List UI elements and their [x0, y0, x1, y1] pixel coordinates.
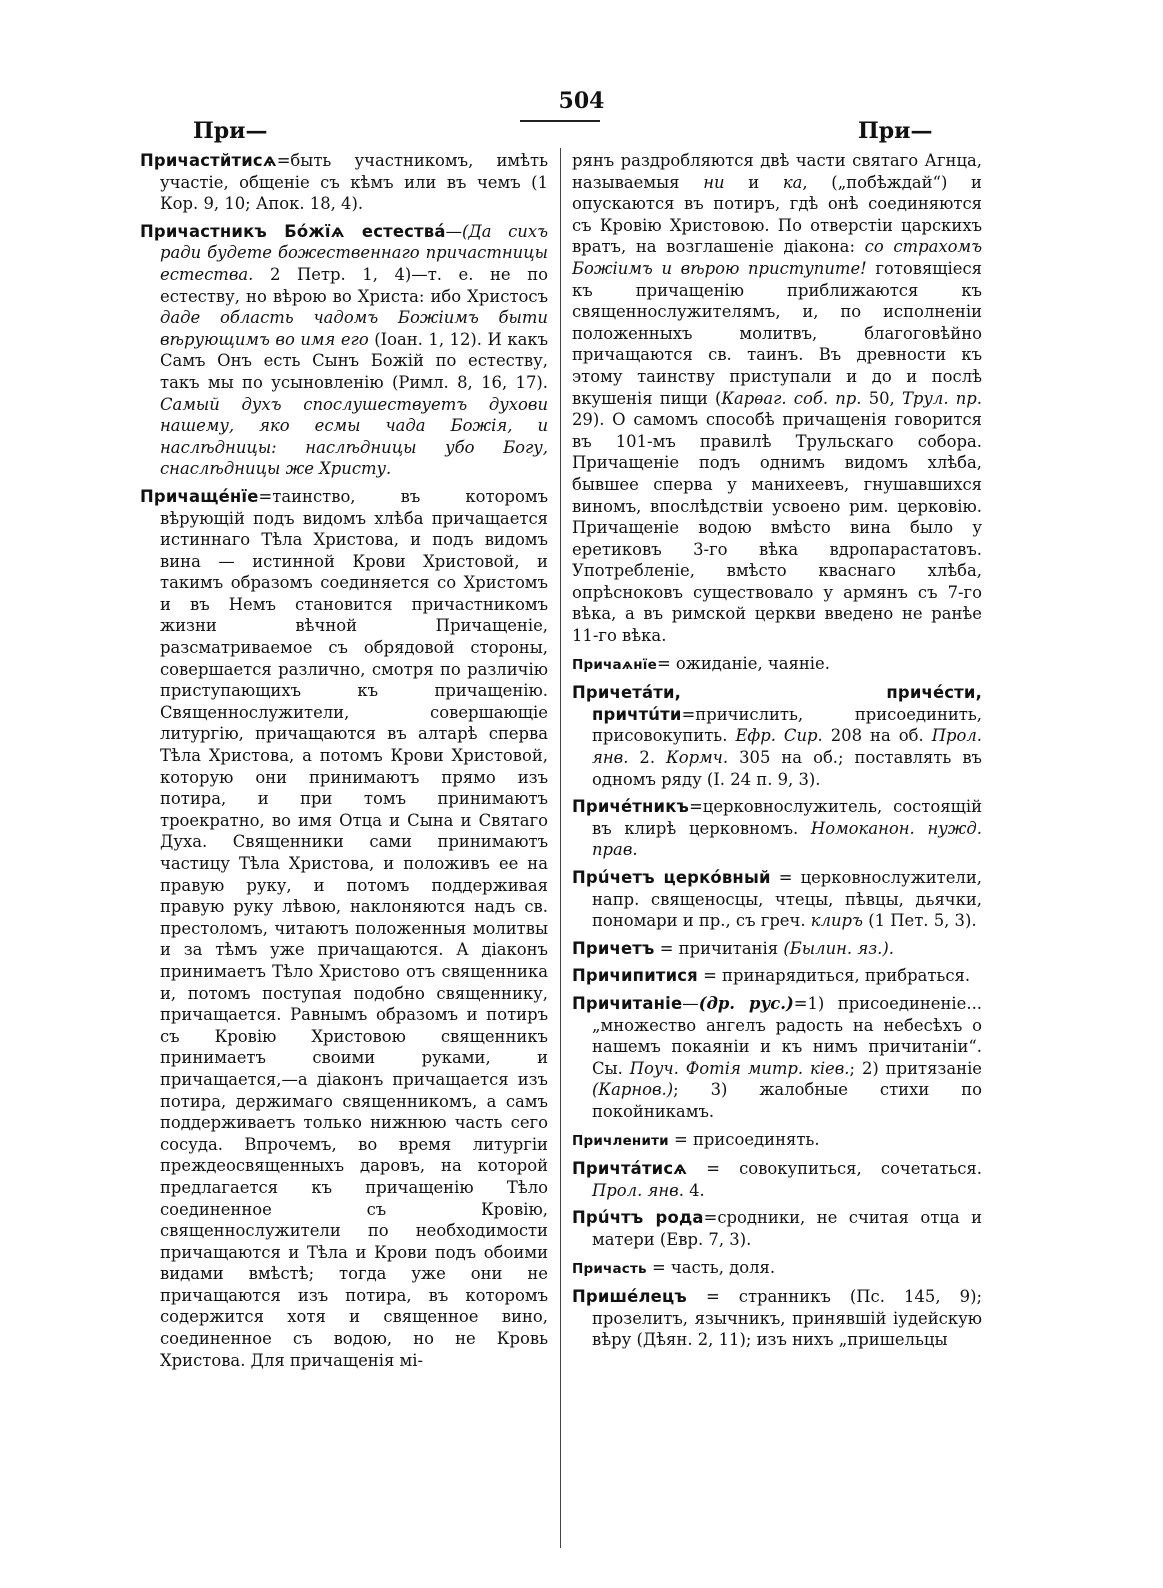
entry-definition: =1) присоединеніе... „множество ангелъ радость на небесѣхъ о нашемъ покаяніи и къ нимъ причитаніи“. Сы.: [592, 993, 983, 1078]
entry-liturgical-quote: со страхомъ Божіимъ и вѣрою приступите!: [572, 237, 982, 278]
entry-reference: Прол. янв.: [592, 726, 982, 768]
entry-definition: 29). О самомъ способѣ причащенія говорится въ 101-мъ правилѣ Трульскаго собора. Причащеніе подъ однимъ видомъ хлѣба, бывшее сперва у манихеевъ, гнушавшихся виномъ, впослѣдствіи усвоено рим. церковію. Причащеніе водою вмѣсто вина было у еретиковъ 3-го вѣка вдропарастатовъ. Употребленіе, вмѣсто кваснаго хлѣба, опрѣсноковъ существовало у армянъ съ 7-го вѣка, а въ римской церкви введено не ранѣе 11-го вѣка.: [572, 410, 982, 646]
entry-definition: = странникъ (Пс. 145, 9); прозелитъ, язычникъ, принявшій іудейскую вѣру (Дѣян. 2, 11); изъ нихъ „пришельцы: [592, 1287, 982, 1350]
entry-definition: = принарядиться, прибраться.: [697, 966, 971, 986]
entry-headword: Причетъ: [572, 938, 655, 958]
entry-headword: Причетáти, причéсти, причтúти: [572, 683, 982, 724]
entry-continuation: [572, 150, 982, 647]
entry-definition: = церковнослужители, напр. священосцы, чтецы, пѣвцы, дьячки, пономари и пр., съ греч.: [592, 868, 982, 931]
entry-definition: и: [724, 172, 783, 192]
entry-language-label: (др. рус.): [698, 993, 794, 1013]
entry-definition: =быть участникомъ, имѣть участіе, общеніе съ кѣмъ или въ чемъ (1 Кор. 9, 10; Апок. 18, 4).: [160, 151, 548, 214]
dictionary-entry: [572, 682, 982, 790]
entry-headword: Причéтникъ: [572, 797, 690, 817]
entry-headword: Причитаніе: [572, 993, 683, 1013]
entry-term: ни: [703, 172, 725, 192]
entry-definition: =причислить, присоединить, присовокупить.: [592, 704, 982, 746]
entry-headword: Прúчетъ церкóвный: [572, 868, 771, 887]
right-column: [572, 150, 982, 1357]
dictionary-entry: [572, 965, 982, 987]
page-number: 504: [558, 88, 605, 114]
entry-definition: =сродники, не считая отца и матери (Евр. 7, 3).: [592, 1208, 982, 1249]
entry-definition: = совокупиться, сочетаться.: [687, 1159, 982, 1179]
entry-definition: ; 2) притязаніе: [849, 1058, 983, 1078]
dictionary-entry: [572, 653, 982, 677]
entry-headword: Причастникъ Бо́жїѧ естествá: [140, 221, 446, 241]
entry-definition: =церковнослужитель, состоящій въ клирѣ церковномъ.: [592, 797, 982, 838]
entry-scripture-quote: Самый духъ спослушествуетъ духови нашему, яко есмы чада Божія, и наслѣдницы: наслѣдницы убо Богу, снаслѣдницы же Христу.: [160, 394, 548, 479]
dictionary-entry: [572, 1207, 982, 1250]
entry-term: ка: [782, 172, 803, 192]
entry-reference: Кормч.: [666, 748, 729, 768]
entry-reference: Прол. янв.: [592, 1180, 684, 1200]
entry-citation-quote: (Да сихъ ради будете божественнаго причастницы естества.: [160, 221, 548, 284]
entry-reference: Номоканон. нужд. прав.: [592, 818, 982, 860]
entry-definition: 2 Петр. 1, 4)—т. е. не по естеству, но вѣрою во Христа: ибо Христосъ: [160, 264, 548, 306]
entry-definition: = ожиданіе, чаяніе.: [656, 653, 830, 673]
entry-term: клиръ: [810, 911, 863, 931]
entry-headword: Прúчтъ рода: [572, 1208, 704, 1228]
entry-headword: Пришéлецъ: [572, 1287, 687, 1307]
column-divider: [560, 148, 561, 1548]
entry-reference: (Былин. яз.).: [783, 938, 894, 958]
entry-headword: Причаѧнїе: [572, 656, 657, 673]
dictionary-entry: [572, 1257, 982, 1281]
running-head-right: При—: [858, 118, 933, 144]
entry-reference: Поуч. Фотія митр. кіев.: [629, 1058, 850, 1078]
entry-definition: = часть, доля.: [646, 1257, 776, 1277]
dictionary-entry: [572, 938, 982, 960]
entry-definition: (Іоан. 1, 12). И какъ Самъ Онъ есть Сынъ Божій по естеству, такъ мы по усыновленію (Римл. 8, 16, 17).: [160, 329, 549, 392]
entry-definition: (1 Пет. 5, 3).: [862, 911, 977, 931]
dictionary-entry: [572, 867, 982, 932]
entry-definition: = причитанія: [654, 938, 784, 958]
entry-headword: Причащéнїе: [140, 486, 259, 506]
entry-scripture-quote: даде область чадомъ Божіимъ быти вѣрующимъ во имя его: [160, 308, 548, 349]
entry-definition: 50,: [861, 388, 902, 408]
entry-definition: ; 3) жалобные стихи по покойникамъ.: [592, 1080, 982, 1121]
dictionary-entry: [140, 486, 548, 1371]
dictionary-entry: [572, 1129, 982, 1153]
entry-definition: —: [445, 221, 462, 241]
entry-definition: 305 на об.; поставлять въ одномъ ряду (I. 24 п. 9, 3).: [592, 748, 982, 789]
entry-reference: (Карнов.): [592, 1080, 674, 1100]
entry-definition: 4.: [683, 1180, 705, 1200]
entry-reference: Трул. пр.: [901, 388, 982, 408]
dictionary-entry: [572, 1286, 982, 1351]
dictionary-entry: [140, 150, 548, 215]
entry-definition: = присоединять.: [668, 1129, 820, 1149]
dictionary-entry: [572, 1158, 982, 1201]
entry-definition: 2.: [628, 748, 667, 768]
entry-headword: Причипитися: [572, 966, 698, 986]
entry-headword: Причленити: [572, 1132, 669, 1149]
entry-definition: , („побѣждай“) и опускаются въ потиръ, гдѣ онѣ соединяются съ Кровію Христовою. По отверстіи царскихъ вратъ, на возглашеніе діакона:: [572, 172, 982, 257]
page-number-rule: [520, 120, 600, 122]
entry-headword: Причтáтисѧ: [572, 1159, 688, 1179]
entry-definition: =таинство, въ которомъ вѣрующій подъ видомъ хлѣба причащается истиннаго Тѣла Христова, и подъ видомъ вина — истинной Крови Христовой, и такимъ образомъ соединяется со Христомъ и въ Немъ становится причастникомъ жизни вѣчной Причащеніе, разсматриваемое съ обрядовой стороны, совершается различно, смотря по различію приступающихъ къ причащенію. Священнослужители, совершающіе литургію, причащаются въ алтарѣ сперва Тѣла Христова, а потомъ Крови Христовой, которую они принимаютъ прямо изъ потира, и при томъ принимаютъ троекратно, во имя Отца и Сына и Святаго Духа. Священники сами принимаютъ частицу Тѣла Христова, и положивъ ее на правую руку, и потомъ поддерживая правую руку лѣвою, наклоняются надъ св. престоломъ, читаютъ положенныя молитвы и за тѣмъ уже причащаются. А діаконъ принимаетъ Тѣло Христово отъ священника и, потомъ поступая подобно священнику, причащается. Равнымъ образомъ и потиръ съ Кровію Христовою священникъ принимаетъ своими руками, и причащается,—а діаконъ причащается изъ потира, держимаго священникомъ, а самъ поддерживаетъ только нижнюю часть сего сосуда. Впрочемъ, во время литургіи преждеосвященныхъ даровъ, на которой предлагается къ причащенію Тѣло соединенное съ Кровію, священнослужители по необходимости причащаются и Тѣла и Крови подъ обоими видами вмѣстѣ; тогда уже они не причащаются изъ потира, въ которомъ содержится хотя и священное вино, соединенное съ водою, но не Кровь Христова. Для причащенія мі-: [160, 486, 548, 1370]
entry-definition: —: [682, 993, 699, 1013]
dictionary-entry: [572, 993, 982, 1123]
entry-reference: Карѳаг. соб. пр.: [721, 388, 862, 408]
left-column: [140, 150, 548, 1377]
entry-definition: готовящіеся къ причащенію приближаются къ священнослужителямъ, и, по исполненіи положенныхъ молитвъ, благоговѣйно причащаются св. таинъ. Въ древности къ этому таинству приступали и до и послѣ вкушенія пищи (: [572, 258, 982, 408]
dictionary-entry: [140, 221, 548, 480]
entry-definition: 208 на об.: [822, 726, 932, 746]
dictionary-entry: [572, 796, 982, 861]
entry-headword: Причасть: [572, 1260, 647, 1277]
entry-headword: Причастйтисѧ: [140, 151, 277, 170]
running-head-left: При—: [193, 118, 268, 144]
entry-reference: Ефр. Сир.: [735, 726, 823, 746]
entry-definition: рянъ раздробляются двѣ части святаго Агнца, называемыя: [572, 151, 982, 192]
